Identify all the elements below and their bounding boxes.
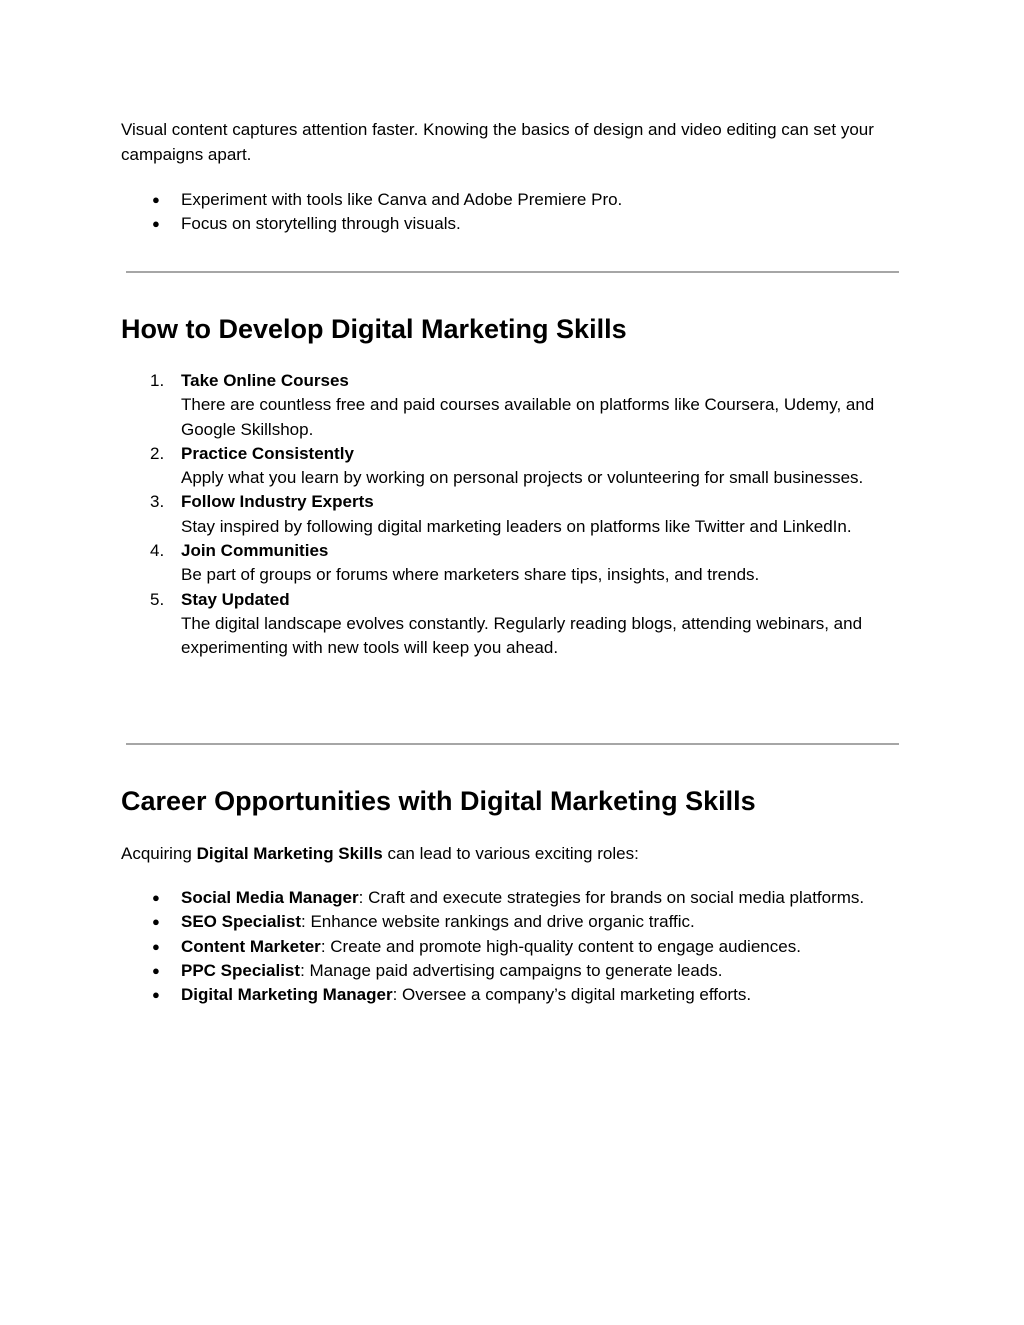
list-number: 5. bbox=[150, 589, 165, 609]
step-description: Be part of groups or forums where marketers share tips, insights, and trends. bbox=[181, 565, 760, 585]
bullet-icon: ● bbox=[152, 216, 160, 232]
list-item bbox=[121, 490, 901, 539]
step-title: Take Online Courses bbox=[181, 371, 349, 390]
list-item bbox=[121, 910, 901, 934]
list-item-text: Experiment with tools like Canva and Adobe Premiere Pro. bbox=[181, 190, 623, 209]
role-title: Social Media Manager bbox=[181, 888, 359, 907]
list-item bbox=[121, 188, 901, 212]
list-item bbox=[121, 983, 901, 1007]
list-item bbox=[121, 212, 901, 236]
role-title: Digital Marketing Manager bbox=[181, 985, 393, 1005]
list-item bbox=[121, 442, 901, 491]
step-description: Stay inspired by following digital marketing leaders on platforms like Twitter and LinkedIn. bbox=[181, 516, 852, 536]
role-title: Content Marketer bbox=[181, 936, 321, 956]
role-title: PPC Specialist bbox=[181, 960, 301, 980]
role-title: SEO Specialist bbox=[181, 912, 301, 932]
role-description: : Oversee a company’s digital marketing efforts. bbox=[392, 985, 752, 1005]
role-description: : Create and promote high-quality content to engage audiences. bbox=[320, 936, 801, 956]
develop-steps-list bbox=[121, 369, 901, 661]
list-item bbox=[121, 369, 901, 442]
list-item bbox=[121, 588, 901, 661]
list-number: 4. bbox=[150, 541, 165, 561]
step-description: The digital landscape evolves constantly. Regularly reading blogs, attending webinars, and experimenting with new tools will keep you ahead. bbox=[181, 613, 863, 658]
role-description: : Manage paid advertising campaigns to generate leads. bbox=[300, 960, 723, 980]
section-heading-career: Career Opportunities with Digital Marketing Skills bbox=[121, 786, 756, 816]
list-item bbox=[121, 539, 901, 588]
intro-bullet-list bbox=[121, 188, 901, 237]
career-roles-list bbox=[121, 886, 901, 1007]
step-title: Follow Industry Experts bbox=[181, 492, 374, 512]
section-heading-develop: How to Develop Digital Marketing Skills bbox=[121, 314, 627, 344]
list-item bbox=[121, 959, 901, 983]
horizontal-divider bbox=[126, 743, 899, 745]
step-description: Apply what you learn by working on personal projects or volunteering for small businesses. bbox=[181, 468, 864, 488]
bullet-icon: ● bbox=[152, 938, 160, 954]
list-number: 3. bbox=[150, 492, 165, 512]
bullet-icon: ● bbox=[152, 962, 160, 978]
step-title: Practice Consistently bbox=[181, 443, 354, 463]
list-item-text: Focus on storytelling through visuals. bbox=[181, 214, 461, 234]
bullet-icon: ● bbox=[152, 987, 160, 1003]
role-description: : Craft and execute strategies for brands on social media platforms. bbox=[358, 888, 865, 907]
step-title: Join Communities bbox=[181, 541, 329, 561]
horizontal-divider bbox=[126, 271, 899, 273]
career-lead-paragraph bbox=[121, 842, 901, 867]
bullet-icon: ● bbox=[152, 890, 160, 905]
bullet-icon: ● bbox=[152, 192, 160, 207]
lead-text-before: Acquiring bbox=[121, 844, 197, 863]
lead-text-after: can lead to various exciting roles: bbox=[382, 844, 639, 863]
list-number: 1. bbox=[150, 371, 165, 390]
list-item bbox=[121, 935, 901, 959]
list-item bbox=[121, 886, 901, 910]
bullet-icon: ● bbox=[152, 914, 160, 930]
lead-text-bold: Digital Marketing Skills bbox=[196, 844, 383, 863]
list-number: 2. bbox=[150, 443, 165, 463]
step-description: There are countless free and paid courses available on platforms like Coursera, Udemy, and Google Skillshop. bbox=[181, 395, 875, 439]
step-title: Stay Updated bbox=[181, 589, 290, 609]
intro-paragraph: Visual content captures attention faster. Knowing the basics of design and video editing can set your campaigns apart. bbox=[121, 120, 874, 164]
role-description: : Enhance website rankings and drive organic traffic. bbox=[301, 912, 695, 932]
